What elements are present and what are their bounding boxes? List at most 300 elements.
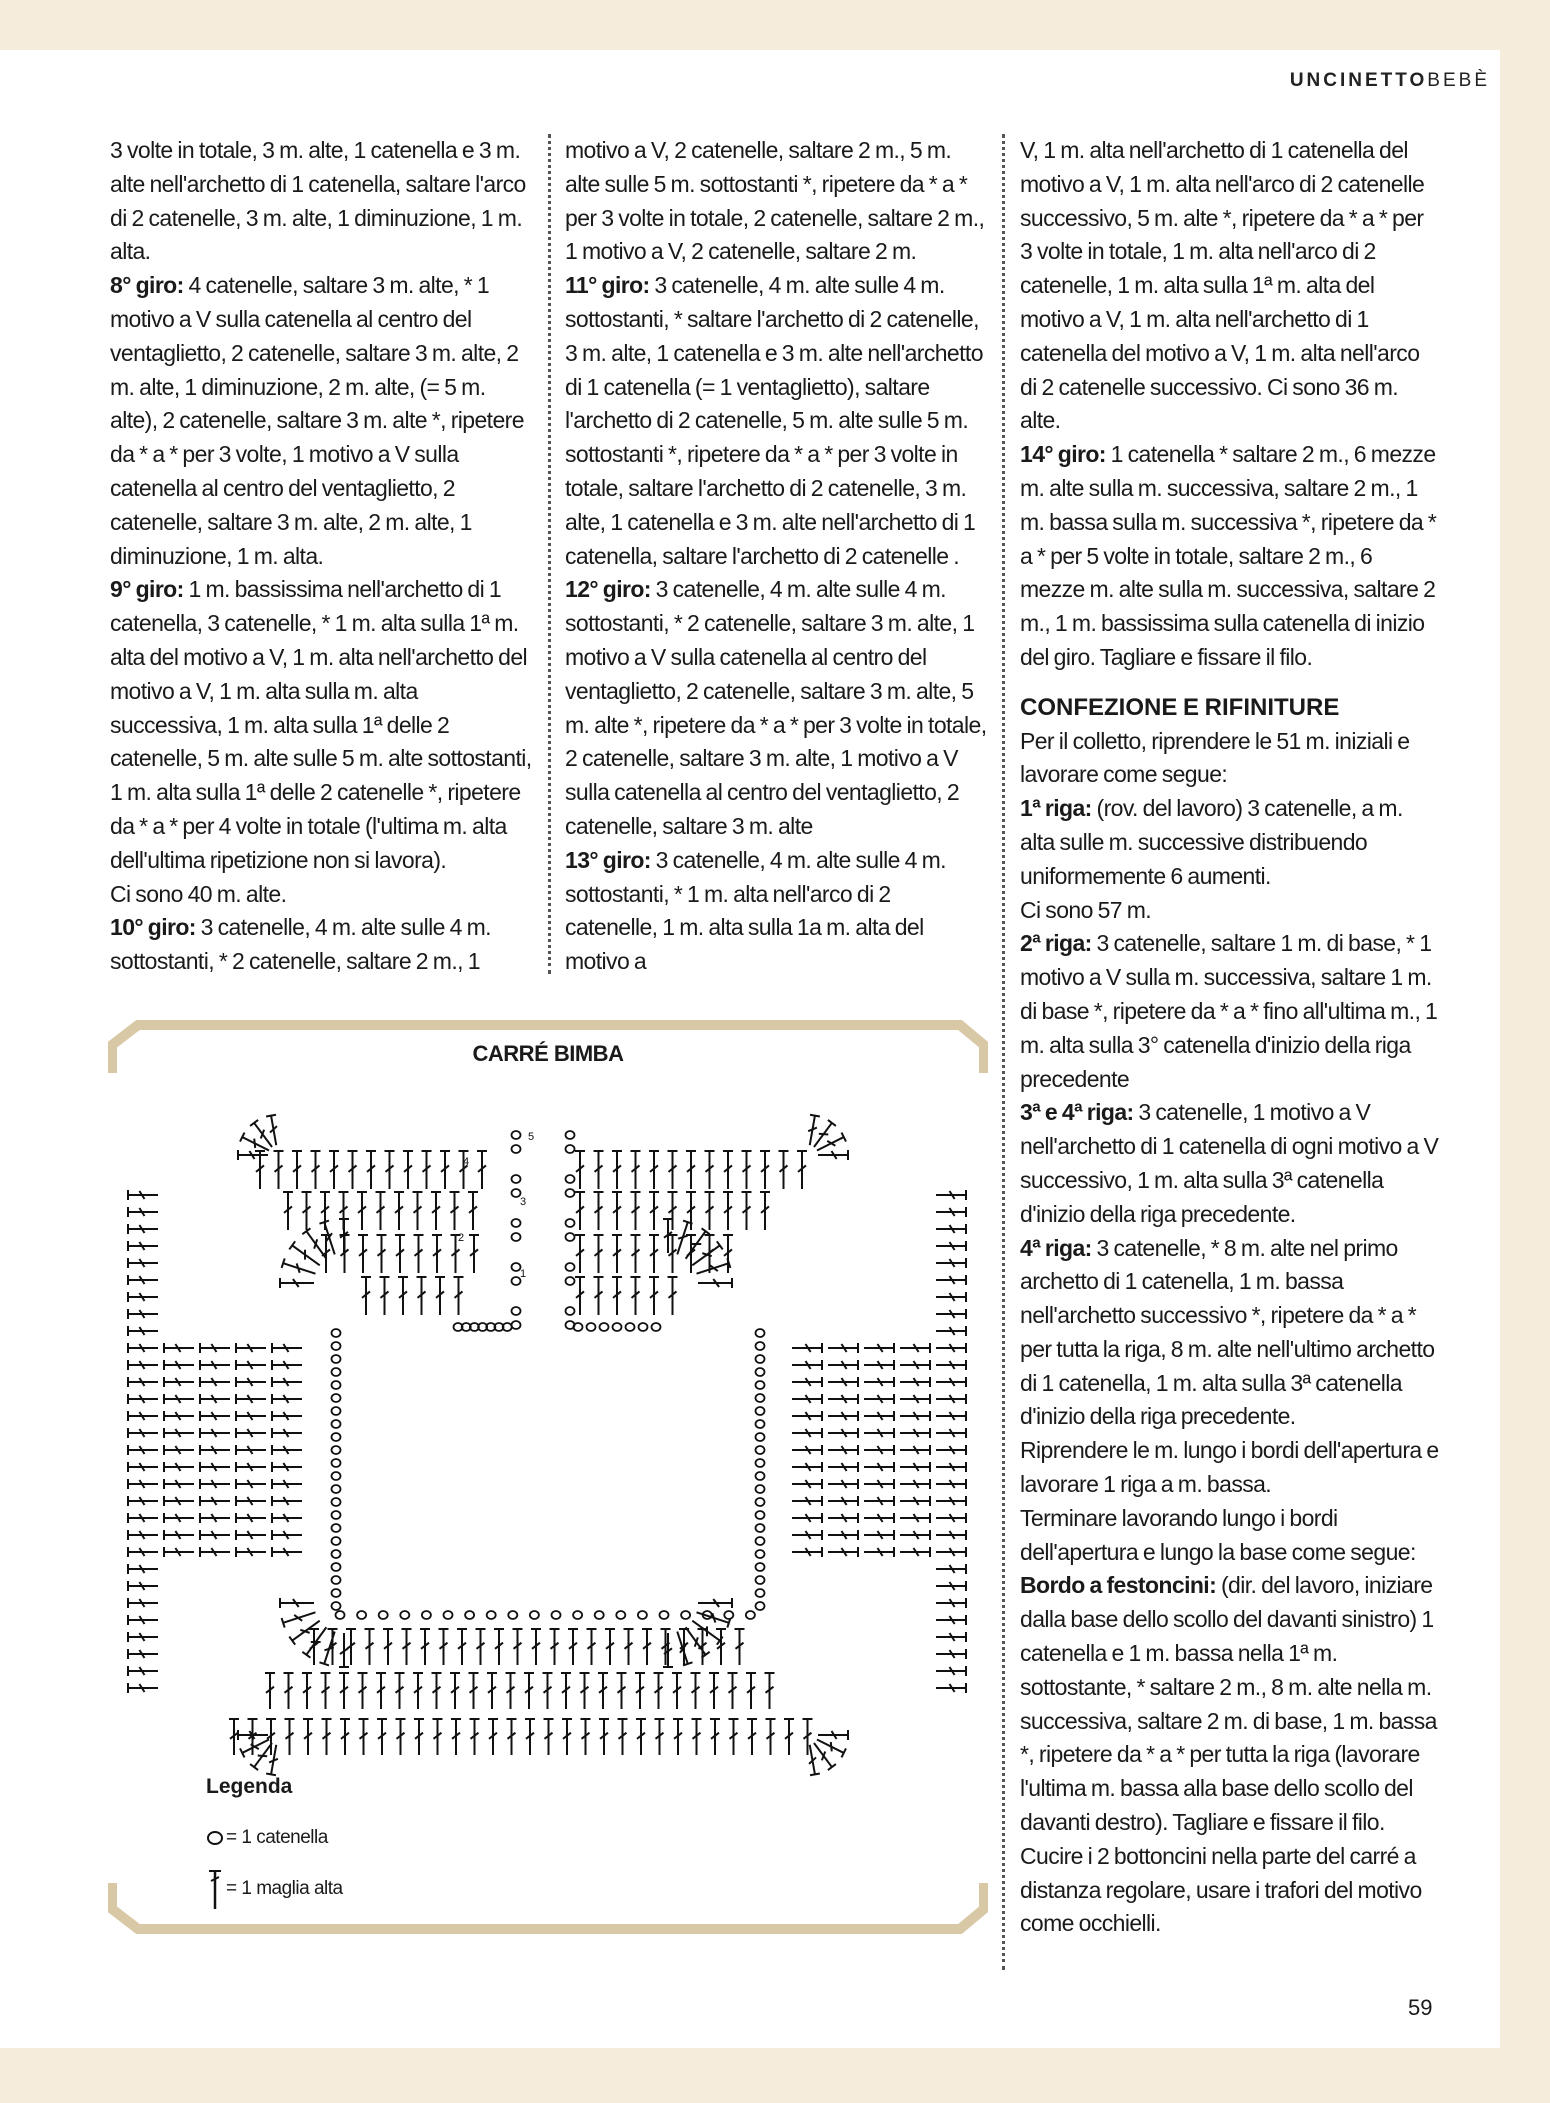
- dc-stitch: [792, 1513, 822, 1523]
- chain-stitch: [332, 1472, 341, 1480]
- dc-stitch: [477, 1151, 487, 1189]
- dc-stitch: [936, 1241, 966, 1251]
- dc-stitch: [450, 1673, 460, 1709]
- dc-stitch: [587, 1629, 597, 1665]
- dc-stitch: [936, 1394, 966, 1404]
- dc-stitch: [828, 1360, 858, 1370]
- dc-stitch: [451, 1719, 461, 1755]
- dc-stitch: [236, 1360, 266, 1370]
- dc-stitch: [691, 1673, 701, 1709]
- dc-stitch: [128, 1258, 158, 1268]
- dc-stitch: [200, 1513, 230, 1523]
- paragraph: [110, 269, 532, 573]
- dc-stitch: [723, 1151, 733, 1189]
- legend-title: Legenda: [206, 1775, 293, 1798]
- dc-stitch: [864, 1462, 894, 1472]
- paragraph: [1020, 792, 1440, 893]
- dc-stitch: [792, 1496, 822, 1506]
- dc-stitch: [469, 1673, 479, 1709]
- dc-stitch: [236, 1394, 266, 1404]
- chain-stitch: [357, 1611, 366, 1619]
- chain-stitch: [332, 1485, 341, 1493]
- dc-stitch: [358, 1673, 368, 1709]
- dc-stitch: [292, 1151, 302, 1189]
- chain-stitch: [332, 1433, 341, 1441]
- dc-stitch: [128, 1360, 158, 1370]
- chain-stitch: [566, 1263, 575, 1271]
- chain-stitch: [512, 1219, 521, 1227]
- dc-stitch: [487, 1673, 497, 1709]
- dc-stitch: [128, 1224, 158, 1234]
- dc-stitch: [618, 1719, 628, 1755]
- dc-stitch: [128, 1462, 158, 1472]
- dc-stitch: [403, 1151, 413, 1189]
- dc-stitch: [128, 1411, 158, 1421]
- dc-stitch: [936, 1496, 966, 1506]
- chain-stitch: [422, 1611, 431, 1619]
- dc-stitch: [236, 1547, 266, 1557]
- dc-stitch: [828, 1343, 858, 1353]
- row-number: 1: [520, 1268, 527, 1280]
- dc-stitch: [864, 1411, 894, 1421]
- paragraph-text: Ci sono 40 m. alte.: [110, 880, 287, 907]
- dc-stitch: [654, 1673, 664, 1709]
- chain-stitch: [756, 1602, 765, 1610]
- dc-stitch: [128, 1207, 158, 1217]
- dc-stitch: [779, 1151, 789, 1189]
- dc-stitch: [900, 1377, 930, 1387]
- dc-stitch: [581, 1719, 591, 1755]
- dc-stitch: [936, 1275, 966, 1285]
- dc-stitch: [686, 1235, 696, 1273]
- dc-stitch: [575, 1277, 585, 1315]
- dc-stitch: [936, 1326, 966, 1336]
- chain-stitch: [639, 1323, 648, 1331]
- chart-title: CARRÉ BIMBA: [472, 1041, 624, 1066]
- dc-stitch: [402, 1629, 412, 1665]
- dc-stitch: [164, 1377, 194, 1387]
- dc-stitch: [936, 1377, 966, 1387]
- dc-stitch: [358, 1235, 368, 1273]
- dc-stitch: [396, 1719, 406, 1755]
- paragraph: [565, 844, 987, 979]
- dc-stitch: [828, 1547, 858, 1557]
- dc-stitch: [385, 1151, 395, 1189]
- chain-stitch: [566, 1277, 575, 1285]
- chain-stitch: [756, 1381, 765, 1389]
- dc-stitch: [128, 1683, 158, 1693]
- chain-stitch: [566, 1189, 575, 1197]
- dc-stitch: [200, 1394, 230, 1404]
- dc-stitch: [128, 1496, 158, 1506]
- dc-stitch: [200, 1547, 230, 1557]
- dc-stitch: [366, 1151, 376, 1189]
- dc-stitch: [742, 1151, 752, 1189]
- dc-stitch: [420, 1629, 430, 1665]
- dc-stitch: [457, 1629, 467, 1665]
- dc-stitch: [936, 1411, 966, 1421]
- dc-stitch: [274, 1151, 284, 1189]
- dc-stitch: [236, 1445, 266, 1455]
- dc-stitch: [272, 1411, 302, 1421]
- dc-stitch: [285, 1719, 295, 1755]
- chain-stitch: [756, 1420, 765, 1428]
- chain-stitch: [332, 1589, 341, 1597]
- dc-stitch: [864, 1343, 894, 1353]
- dc-stitch: [936, 1445, 966, 1455]
- dc-stitch: [164, 1496, 194, 1506]
- dc-stitch: [936, 1547, 966, 1557]
- dc-stitch: [936, 1666, 966, 1676]
- dc-stitch: [440, 1151, 450, 1189]
- dc-stitch: [792, 1394, 822, 1404]
- chain-stitch: [332, 1329, 341, 1337]
- dc-stitch: [900, 1445, 930, 1455]
- dc-stitch: [377, 1235, 387, 1273]
- dc-stitch: [236, 1496, 266, 1506]
- dc-stitch: [668, 1277, 678, 1315]
- paragraph-text: 3 volte in totale, 3 m. alte, 1 catenella e 3 m. alte nell'archetto di 1 catenella, saltare l'arco di 2 catenelle, 3 m. alte, 1 diminuzione, 1 m. alta.: [110, 137, 526, 265]
- dc-stitch: [655, 1719, 665, 1755]
- dc-stitch: [828, 1428, 858, 1438]
- chain-stitch: [756, 1368, 765, 1376]
- dc-stitch: [594, 1192, 604, 1230]
- dc-stitch: [864, 1513, 894, 1523]
- dc-stitch: [828, 1513, 858, 1523]
- dc-stitch: [828, 1411, 858, 1421]
- paragraph: [1020, 438, 1440, 675]
- paragraph-text: 4 catenelle, saltare 3 m. alte, * 1 motivo a V sulla catenella al centro del ventaglietto, 2 catenelle, saltare 3 m. alte, 2 m. alte, 1 diminuzione, 2 m. alte, (= 5 m. alte), 2 catenelle, saltare 3 m. alte *, ripetere da * a * per 3 volte, 1 motivo a V sulla catenella al centro del ventaglietto, 2 catenelle, saltare 3 m. alte, 2 m. alte, 1 diminuzione, 1 m. alta.: [110, 272, 524, 569]
- dc-stitch: [431, 1192, 441, 1230]
- dc-stitch: [280, 1278, 314, 1288]
- dc-stitch: [599, 1719, 609, 1755]
- chain-stitch: [566, 1145, 575, 1153]
- chain-stitch: [756, 1433, 765, 1441]
- dc-stitch: [631, 1235, 641, 1273]
- dc-stitch: [128, 1241, 158, 1251]
- dc-stitch: [828, 1496, 858, 1506]
- chain-stitch: [332, 1524, 341, 1532]
- dc-stitch: [605, 1629, 615, 1665]
- dc-stitch: [469, 1235, 479, 1273]
- dc-stitch: [164, 1513, 194, 1523]
- dc-stitch: [322, 1719, 332, 1755]
- dc-stitch: [200, 1360, 230, 1370]
- dc-stitch: [864, 1530, 894, 1540]
- chain-stitch: [512, 1321, 521, 1329]
- chain-stitch: [756, 1355, 765, 1363]
- chain-stitch: [332, 1537, 341, 1545]
- dc-stitch: [792, 1445, 822, 1455]
- chain-stitch: [530, 1611, 539, 1619]
- chain-stitch: [332, 1459, 341, 1467]
- dc-stitch: [594, 1235, 604, 1273]
- dc-stitch: [686, 1151, 696, 1189]
- dc-stitch: [828, 1479, 858, 1489]
- dc-stitch: [265, 1673, 275, 1709]
- chain-stitch: [512, 1131, 521, 1139]
- paragraph-text: Terminare lavorando lungo i bordi dell'apertura e lungo la base come segue:: [1020, 1504, 1416, 1565]
- chain-stitch: [600, 1323, 609, 1331]
- dc-stitch: [568, 1629, 578, 1665]
- dc-stitch: [792, 1411, 822, 1421]
- dc-stitch: [128, 1309, 158, 1319]
- dc-stitch: [339, 1673, 349, 1709]
- chain-stitch: [566, 1307, 575, 1315]
- chain-stitch: [613, 1323, 622, 1331]
- paragraph: [1020, 1096, 1440, 1231]
- dc-stitch: [200, 1411, 230, 1421]
- dc-stitch: [828, 1445, 858, 1455]
- dc-stitch: [631, 1277, 641, 1315]
- dc-stitch: [561, 1673, 571, 1709]
- dc-stitch: [575, 1151, 585, 1189]
- dc-stitch: [716, 1629, 726, 1665]
- row-number: 3: [520, 1196, 527, 1208]
- chain-stitch: [756, 1472, 765, 1480]
- dc-stitch: [200, 1496, 230, 1506]
- dc-stitch: [494, 1629, 504, 1665]
- dc-stitch: [302, 1673, 312, 1709]
- dc-stitch: [797, 1151, 807, 1189]
- dc-stitch: [617, 1673, 627, 1709]
- dc-stitch: [377, 1719, 387, 1755]
- dc-stitch: [550, 1629, 560, 1665]
- round-label: 12° giro:: [565, 576, 651, 603]
- dc-stitch: [543, 1673, 553, 1709]
- dc-stitch: [936, 1513, 966, 1523]
- round-label: 8° giro:: [110, 272, 184, 299]
- chain-stitch: [756, 1446, 765, 1454]
- dc-stitch: [815, 1735, 846, 1757]
- dc-stitch: [864, 1445, 894, 1455]
- round-label: 1ª riga:: [1020, 795, 1092, 822]
- paragraph-text: motivo a V, 2 catenelle, saltare 2 m., 5 m. alte sulle 5 m. sottostanti *, ripetere da * a * per 3 volte in totale, 2 catenelle, saltare 2 m., 1 motivo a V, 2 catenelle, saltare 2 m.: [565, 137, 985, 265]
- dc-stitch: [864, 1479, 894, 1489]
- dc-stitch: [164, 1445, 194, 1455]
- dc-stitch: [900, 1411, 930, 1421]
- dc-stitch: [128, 1326, 158, 1336]
- dc-stitch: [575, 1235, 585, 1273]
- dc-stitch: [792, 1360, 822, 1370]
- dc-stitch: [439, 1629, 449, 1665]
- dc-stitch: [936, 1224, 966, 1234]
- chain-stitch: [756, 1329, 765, 1337]
- dc-stitch: [936, 1683, 966, 1693]
- dc-stitch: [507, 1719, 517, 1755]
- chain-stitch: [756, 1485, 765, 1493]
- chain-stitch: [566, 1175, 575, 1183]
- magazine-header: [1290, 70, 1490, 92]
- dc-stitch: [792, 1377, 822, 1387]
- chain-stitch: [626, 1323, 635, 1331]
- paragraph-text: 3 catenelle, 4 m. alte sulle 4 m. sottostanti, * 2 catenelle, saltare 2 m., 1: [110, 914, 491, 975]
- dc-stitch: [164, 1360, 194, 1370]
- dc-stitch: [359, 1719, 369, 1755]
- dc-stitch: [236, 1377, 266, 1387]
- dc-stitch: [729, 1719, 739, 1755]
- paragraph: [565, 573, 987, 843]
- dc-stitch: [398, 1277, 408, 1315]
- dc-stitch: [642, 1629, 652, 1665]
- dc-stitch: [815, 1133, 846, 1155]
- dc-stitch: [936, 1649, 966, 1659]
- paragraph-text: 3 catenelle, 4 m. alte sulle 4 m. sottostanti, * 1 m. alta nell'arco di 2 catenelle, 1 m. alta sulla 1a m. alta del motivo a: [565, 846, 946, 975]
- chain-stitch: [332, 1550, 341, 1558]
- chain-stitch: [660, 1611, 669, 1619]
- dc-stitch: [936, 1598, 966, 1608]
- legend-chain: [206, 1827, 328, 1849]
- dc-stitch: [936, 1190, 966, 1200]
- chain-stitch: [332, 1355, 341, 1363]
- paragraph-text: 3 catenelle, 4 m. alte sulle 4 m. sottostanti, * 2 catenelle, saltare 3 m. alte, 1 motivo a V sulla catenella al centro del ventaglietto, 2 catenelle, saltare 3 m. alte, 5 m. alte *, ripetere da * a * per 3 volte in totale, 2 catenelle, saltare 3 m. alte, 1 motivo a V sulla catenella al centro del ventaglietto, 2 catenelle, saltare 3 m. alte: [565, 576, 987, 839]
- dc-stitch: [272, 1530, 302, 1540]
- dc-stitch: [200, 1445, 230, 1455]
- dc-stitch: [544, 1719, 554, 1755]
- dc-stitch: [128, 1666, 158, 1676]
- dc-stitch: [936, 1581, 966, 1591]
- dc-stitch: [649, 1277, 659, 1315]
- brand-light: BEBÈ: [1427, 70, 1490, 91]
- dc-stitch: [612, 1151, 622, 1189]
- dc-stitch: [414, 1235, 424, 1273]
- paragraph-text: 1 catenella * saltare 2 m., 6 mezze m. alte sulla m. successiva, saltare 2 m., 1 m. bassa sulla m. successiva *, ripetere da * a * per 5 volte in totale, saltare 2 m., 6 mezze m. alte sulla m. successiva, saltare 2 m., 1 m. bassissima sulla catenella di inizio del giro. Tagliare e fissare il filo.: [1020, 441, 1437, 670]
- dc-stitch: [792, 1479, 822, 1489]
- dc-stitch: [128, 1377, 158, 1387]
- round-label: 3ª e 4ª riga:: [1020, 1099, 1134, 1126]
- dc-stitch: [792, 1343, 822, 1353]
- dc-stitch: [454, 1277, 464, 1315]
- brand-bold: UNCINETTO: [1289, 70, 1428, 91]
- text-column-3: [1020, 134, 1440, 1941]
- dc-stitch: [531, 1629, 541, 1665]
- dc-stitch: [200, 1530, 230, 1540]
- dc-stitch: [272, 1343, 302, 1353]
- dc-stitch: [631, 1151, 641, 1189]
- crochet-chart: [108, 1015, 988, 1945]
- dc-stitch: [636, 1719, 646, 1755]
- dc-stitch: [128, 1292, 158, 1302]
- dc-stitch: [128, 1428, 158, 1438]
- dc-stitch: [723, 1192, 733, 1230]
- row-number: 2: [458, 1232, 465, 1244]
- dc-stitch: [612, 1192, 622, 1230]
- dc-stitch: [280, 1598, 314, 1608]
- dc-stitch: [432, 1673, 442, 1709]
- dc-stitch: [200, 1479, 230, 1489]
- dc-stitch: [524, 1673, 534, 1709]
- dc-stitch: [476, 1629, 486, 1665]
- round-label: 2ª riga:: [1020, 930, 1092, 957]
- chain-stitch: [444, 1611, 453, 1619]
- paragraph-text: (rov. del lavoro) 3 catenelle, a m. alta sulle m. successive distribuendo uniformemente 6 aumenti.: [1020, 795, 1403, 889]
- chain-stitch: [332, 1446, 341, 1454]
- dc-stitch: [164, 1428, 194, 1438]
- paragraph-text: 1 m. bassissima nell'archetto di 1 catenella, 3 catenelle, * 1 m. alta sulla 1ª m. alta del motivo a V, 1 m. alta nell'archetto del motivo a V, 1 m. alta sulla m. alta successiva, 1 m. alta sulla 1ª delle 2 catenelle, 5 m. alte sulle 5 m. alte sottostanti, 1 m. alta sulla 1ª delle 2 catenelle *, ripetere da * a * per 4 volte in totale (l'ultima m. alta dell'ultima ripetizione non si lavora).: [110, 576, 532, 873]
- chain-stitch: [616, 1611, 625, 1619]
- legend-dc-label: = 1 maglia alta: [226, 1878, 343, 1899]
- dc-stitch: [818, 1730, 848, 1740]
- chain-stitch: [756, 1550, 765, 1558]
- dc-stitch: [128, 1190, 158, 1200]
- dc-stitch: [513, 1629, 523, 1665]
- round-label: Bordo a festoncini:: [1020, 1572, 1217, 1599]
- dc-stitch: [710, 1719, 720, 1755]
- dc-stitch: [450, 1192, 460, 1230]
- dc-stitch: [435, 1277, 445, 1315]
- dc-stitch: [649, 1192, 659, 1230]
- chain-stitch: [756, 1537, 765, 1545]
- dc-stitch: [673, 1719, 683, 1755]
- dc-stitch: [365, 1629, 375, 1665]
- dc-stitch: [236, 1513, 266, 1523]
- dc-stitch: [900, 1513, 930, 1523]
- dc-stitch: [282, 1258, 317, 1278]
- chain-stitch: [746, 1611, 755, 1619]
- dc-stitch: [818, 1150, 848, 1160]
- dc-stitch: [128, 1530, 158, 1540]
- dc-stitch: [272, 1496, 302, 1506]
- paragraph: [1020, 1434, 1440, 1502]
- dc-stitch: [164, 1462, 194, 1472]
- dc-stitch: [128, 1394, 158, 1404]
- dc-stitch: [735, 1629, 745, 1665]
- round-label: 13° giro:: [565, 846, 651, 873]
- dc-stitch: [695, 1258, 730, 1278]
- round-label: 9° giro:: [110, 576, 184, 603]
- dc-stitch: [376, 1192, 386, 1230]
- dc-stitch: [760, 1151, 770, 1189]
- dc-stitch: [631, 1192, 641, 1230]
- dc-stitch: [164, 1479, 194, 1489]
- dc-stitch: [900, 1496, 930, 1506]
- chain-stitch: [487, 1611, 496, 1619]
- dc-stitch: [900, 1343, 930, 1353]
- dc-stitch: [742, 1192, 752, 1230]
- chain-stitch: [512, 1175, 521, 1183]
- dc-stitch: [766, 1719, 776, 1755]
- chain-stitch: [552, 1611, 561, 1619]
- dc-stitch: [200, 1377, 230, 1387]
- chain-stitch: [332, 1407, 341, 1415]
- dc-stitch: [128, 1343, 158, 1353]
- dc-stitch: [936, 1530, 966, 1540]
- dc-stitch: [594, 1277, 604, 1315]
- chain-stitch: [652, 1323, 661, 1331]
- dc-stitch: [272, 1394, 302, 1404]
- dc-stitch: [311, 1151, 321, 1189]
- chain-stitch: [332, 1342, 341, 1350]
- dc-stitch: [376, 1673, 386, 1709]
- dc-stitch: [413, 1673, 423, 1709]
- dc-stitch: [468, 1192, 478, 1230]
- dc-stitch: [936, 1479, 966, 1489]
- dc-stitch: [272, 1547, 302, 1557]
- dc-stitch: [164, 1411, 194, 1421]
- paragraph: [1020, 1232, 1440, 1435]
- dc-stitch: [900, 1428, 930, 1438]
- dc-stitch: [936, 1309, 966, 1319]
- chain-stitch: [379, 1611, 388, 1619]
- chain-stitch: [756, 1576, 765, 1584]
- chain-stitch: [332, 1498, 341, 1506]
- dc-stitch: [624, 1629, 634, 1665]
- dc-stitch: [746, 1673, 756, 1709]
- chain-stitch: [756, 1407, 765, 1415]
- dc-stitch: [128, 1479, 158, 1489]
- double-crochet-symbol-icon: [206, 1865, 224, 1913]
- chain-stitch: [573, 1611, 582, 1619]
